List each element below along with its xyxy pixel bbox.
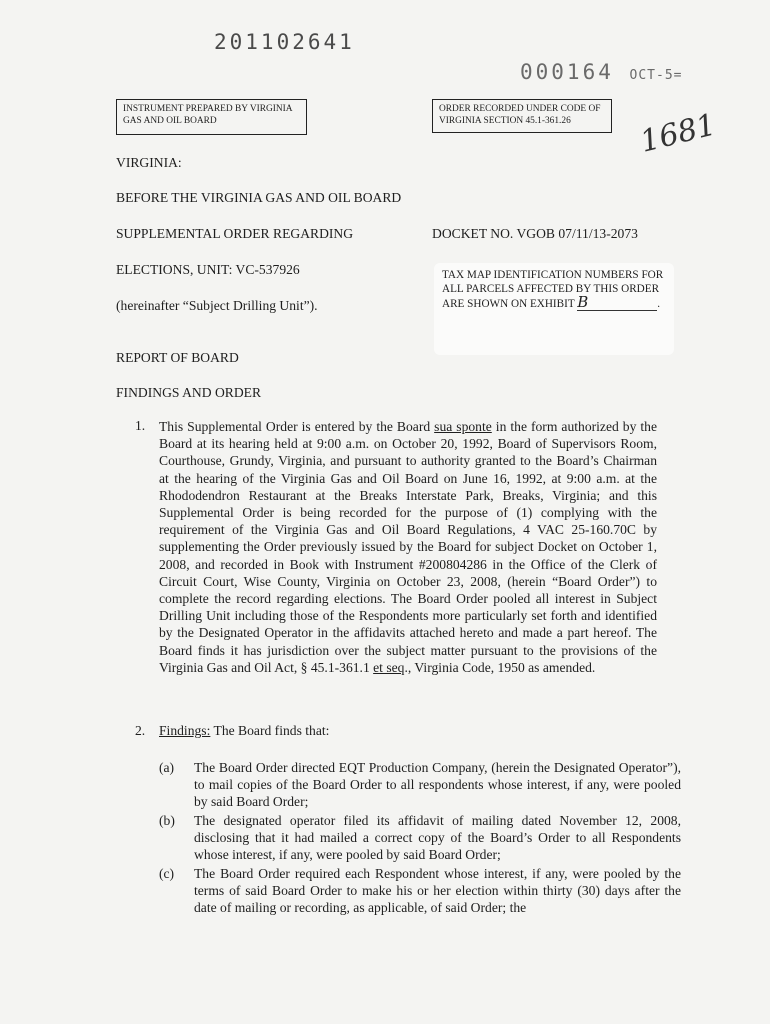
hereinafter-line: (hereinafter “Subject Drilling Unit”).: [116, 298, 318, 313]
tax-map-notice: TAX MAP IDENTIFICATION NUMBERS FOR ALL PARCELS AFFECTED BY THIS ORDER ARE SHOWN ON EXHIBIT B .: [434, 263, 674, 355]
findings-intro: The Board finds that:: [210, 723, 330, 738]
book-date: OCT-5=: [629, 68, 683, 83]
finding-label: (a): [159, 760, 175, 775]
findings-order-heading: FINDINGS AND ORDER: [116, 385, 262, 400]
finding-label: (c): [159, 866, 175, 881]
finding-text: The Board Order directed EQT Production Company, (herein the Designated Operator”), to mail copies of the Board Order to all respondents whose interest, if any, were pooled by said Board Order;: [194, 760, 681, 810]
board-heading: BEFORE THE VIRGINIA GAS AND OIL BOARD: [116, 190, 402, 205]
instrument-number-stamp: 201102641: [214, 30, 355, 54]
paragraph-2-intro: [159, 723, 329, 739]
findings-label: Findings:: [159, 723, 211, 738]
sua-sponte: sua sponte: [434, 419, 492, 434]
handwritten-page-number: 1681: [636, 107, 720, 160]
paragraph-1: [159, 418, 657, 676]
exhibit-letter: B: [577, 296, 657, 311]
finding-text: The Board Order required each Respondent whose interest, if any, were pooled by the terms of said Board Order to make his or her election within thirty (30) days after the date of mailing or recording, as applicable, of said Order; the: [194, 866, 681, 916]
report-heading: REPORT OF BOARD: [116, 350, 239, 365]
paragraph-1-text-e: ., Virginia Code, 1950 as amended.: [404, 659, 596, 675]
paragraph-2-number: 2.: [135, 723, 146, 738]
finding-text: The designated operator filed its affidavit of mailing dated November 12, 2008, disclosing that it had mailed a correct copy of the Board’s Order to all Respondents whose interest, if any, were pooled by said Board Order;: [194, 813, 681, 863]
et-seq: et seq: [373, 659, 405, 675]
order-recorded-box: ORDER RECORDED UNDER CODE OF VIRGINIA SECTION 45.1-361.26: [432, 99, 612, 133]
book-number: 000164: [520, 60, 614, 84]
docket-number: DOCKET NO. VGOB 07/11/13-2073: [432, 226, 638, 241]
finding-label: (b): [159, 813, 175, 828]
paragraph-1-number: 1.: [135, 418, 146, 433]
state-heading: VIRGINIA:: [116, 155, 182, 170]
book-stamp: [520, 60, 682, 84]
unit-line: ELECTIONS, UNIT: VC-537926: [116, 262, 300, 277]
tax-map-text: TAX MAP IDENTIFICATION NUMBERS FOR ALL PARCELS AFFECTED BY THIS ORDER ARE SHOWN ON EXHIBIT: [442, 269, 664, 311]
paragraph-1-text-c: in the form authorized by the Board at its hearing held at 9:00 a.m. on October 20, 1992, Board of Supervisors Room, Courthouse, Grundy, Virginia, and pursuant to authority granted to the Board’s Chairman at the hearing of the Virginia Gas and Oil Board on June 16, 1992, at 9:00 a.m. at the Rhododendron Restaurant at the Breaks Interstate Park, Breaks, Virginia; and this Supplemental Order is being recorded for the purpose of (1) complying with the requirement of the Virginia Gas and Oil Board Regulations, 4 VAC 25-160.70C by supplementing the Order previously issued by the Board for subject Docket on October 1, 2008, and recorded in Book with Instrument #200804286 in the Office of the Clerk of Circuit Court, Wise County, Virginia on October 23, 2008, (herein “Board Order”) to complete the record regarding elections. The Board Order pooled all interest in Subject Drilling Unit including those of the Respondents more particularly set forth and identified by the Designated Operator in the affidavits attached hereto and made a part hereof. The Board finds it has jurisdiction over the subject matter pursuant to the provisions of the Virginia Gas and Oil Act, § 45.1-361.1: [159, 419, 657, 675]
instrument-prepared-box: INSTRUMENT PREPARED BY VIRGINIA GAS AND OIL BOARD: [116, 99, 307, 135]
paragraph-1-text-a: This Supplemental Order is entered by the Board: [159, 419, 435, 434]
order-title: SUPPLEMENTAL ORDER REGARDING: [116, 226, 354, 241]
